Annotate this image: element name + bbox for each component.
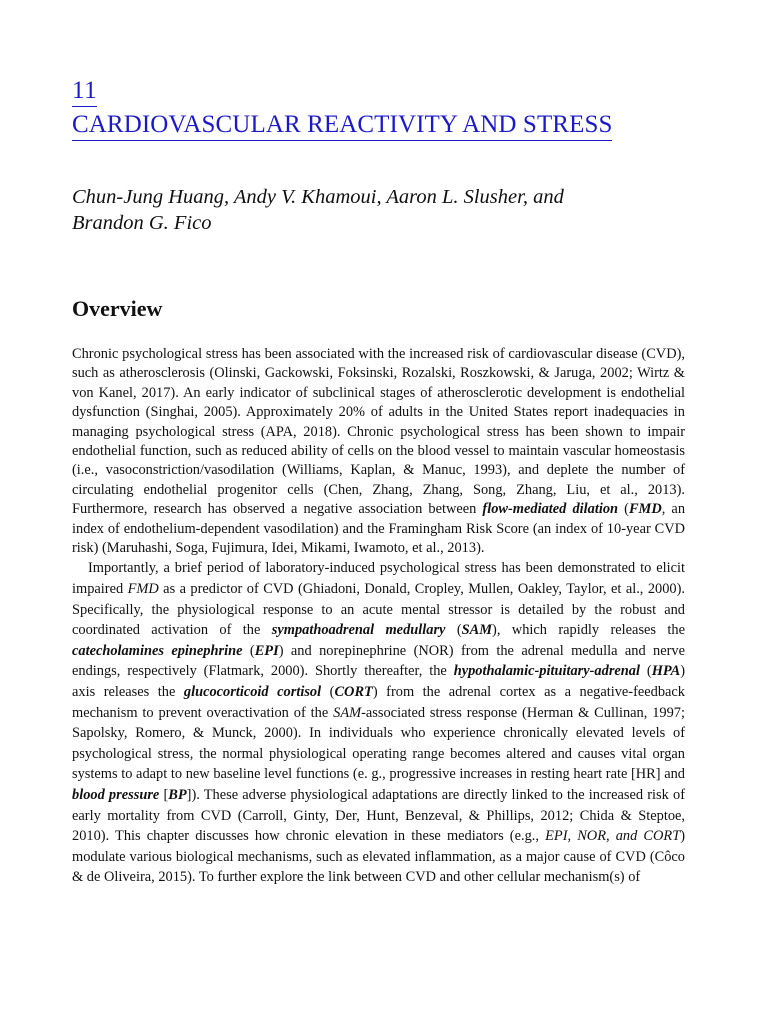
body-text (72, 345, 685, 888)
chapter-authors (72, 184, 685, 236)
term-flow-mediated-dilation: flow-mediated dilation (482, 501, 619, 518)
term-sam: SAM (461, 622, 493, 639)
term-sympathoadrenal-medullary: sympathoadrenal medullary (271, 622, 446, 639)
term-hpa: HPA (651, 663, 681, 680)
paragraph-1-text: ( (618, 501, 629, 518)
term-mediators: EPI, NOR, and CORT (545, 828, 681, 845)
paragraph-2-text: as a predictor of CVD (Ghiadoni, Donald, Cropley, Mullen, Oakley, Taylor, et al., 2000). Specifically, the physiological response to an acute mental stressor is detailed by the robust and coordinated activation of the (72, 581, 685, 639)
paragraph-2-text: ) modulate various biological mechanisms, such as elevated inflammation, as a major cause of CVD (Côco & de Oliveira, 2015). To further explore the link between CVD and other cellular mechanism(s) of (72, 828, 685, 886)
paragraph-2-text: ]). These adverse physiological adaptations are directly linked to the increased risk of early mortality from CVD (Carroll, Ginty, Der, Hunt, Benzeval, & Phillips, 2012; Chida & Steptoe, 2010). This chapter discusses how chronic elevation in these mediators (e.g., (72, 787, 685, 845)
term-catecholamines-epinephrine: catecholamines epinephrine (72, 642, 243, 659)
paragraph-2 (72, 558, 685, 888)
chapter-title: CARDIOVASCULAR REACTIVITY AND STRESS (72, 110, 612, 141)
paragraph-2-text: ) and norepinephrine (NOR) from the adrenal medulla and nerve endings, respectively (Flatmark, 2000). Shortly thereafter, the (72, 642, 686, 680)
term-sam: SAM (333, 704, 362, 721)
section-heading-overview: Overview (72, 296, 163, 321)
term-blood-pressure: blood pressure (72, 787, 160, 803)
term-cort: CORT (334, 684, 373, 701)
paragraph-1 (72, 345, 685, 558)
chapter-number: 11 (72, 76, 97, 107)
paragraph-2-text: ) axis releases the (72, 663, 686, 701)
term-bp: BP (168, 787, 187, 803)
paragraph-1-text: Chronic psychological stress has been associated with the increased risk of cardiovascular disease (CVD), such as atherosclerosis (Olinski, Gackowski, Foksinski, Rozalski, Roszkowski, & Jaruga, 2002; Wirtz & von Kanel, 2017). An early indicator of subclinical stages of atherosclerotic development is endothelial dysfunction (Singhai, 2005). Approximately 20% of adults in the United States report inadequacies in managing psychological stress (APA, 2018). Chronic psychological stress has been shown to impair endothelial function, such as reduced ability of cells on the blood vessel to maintain vascular homeostasis (i.e., vasoconstriction/vasodilation (Williams, Kaplan, & Manuc, 1993), and deplete the number of circulating endothelial progenitor cells (Chen, Zhang, Zhang, Song, Zhang, Liu, et al., 2013). Furthermore, research has observed a negative association between (72, 346, 685, 518)
paragraph-2-text: [ (159, 787, 169, 803)
term-fmd: FMD (628, 501, 662, 518)
authors-line-1: Chun-Jung Huang, Andy V. Khamoui, Aaron L. Slusher, and (72, 186, 564, 208)
term-hpa-long: hypothalamic-pituitary-adrenal (453, 663, 641, 680)
paragraph-2-text: ( (640, 663, 652, 680)
term-epi: EPI (254, 642, 279, 659)
authors-line-2: Brandon G. Fico (72, 212, 212, 234)
paragraph-2-text: ( (321, 684, 335, 701)
paragraph-2-text: ), which rapidly releases the (492, 622, 685, 639)
paragraph-2-text: ) from the adrenal cortex as a negative-feedback mechanism to prevent overactivation of the (72, 684, 685, 721)
paragraph-2-text: -associated stress response (Herman & Cullinan, 1997; Sapolsky, Romero, & Munck, 2000). In individuals who experience chronically elevated levels of psychological stress, the normal physiological operating range becomes altered and causes vital organ systems to adapt to new baseline level functions (e. g., progressive increases in resting heart rate [HR] and (72, 704, 685, 783)
paragraph-2-text: Importantly, a brief period of laboratory-induced psychological stress has been demonstrated to elicit impaired (72, 560, 685, 598)
paragraph-2-text: ( (242, 642, 255, 659)
term-glucocorticoid-cortisol: glucocorticoid cortisol (183, 684, 322, 701)
paragraph-1-text: , an index of endothelium-dependent vasodilation) and the Framingham Risk Score (an index of 10-year CVD risk) (Maruhashi, Soga, Fujimura, Idei, Mikami, Iwamoto, et al., 2013). (72, 501, 686, 557)
paragraph-2-text: ( (445, 622, 462, 639)
term-fmd: FMD (127, 581, 159, 598)
